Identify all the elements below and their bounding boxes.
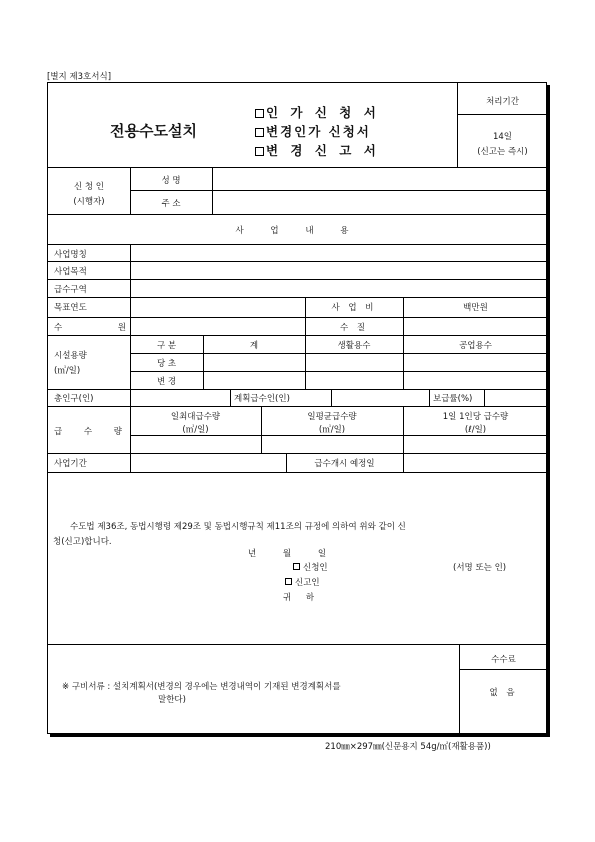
- paper-spec-footer: 210㎜×297㎜(신문용지 54g/㎡(재활용품)): [325, 742, 491, 752]
- daily-max-supply-unit: (㎥/일): [182, 425, 209, 435]
- total-label: 계: [249, 341, 259, 351]
- processing-days: 14일: [492, 132, 513, 142]
- name-label: 성 명: [161, 176, 181, 186]
- per-capita-supply-unit: (ℓ/일): [464, 425, 487, 435]
- required-documents-line2: 말한다): [158, 695, 186, 705]
- processing-period-label: 처리기간: [486, 97, 519, 107]
- initial-label: 당 초: [156, 359, 177, 369]
- recipient-label: 귀 하: [283, 593, 321, 603]
- supply-start-date-label: 급수개시 예정일: [314, 459, 375, 469]
- signature-note: (서명 또는 인): [453, 563, 507, 573]
- changed-label: 변 경: [156, 377, 177, 387]
- business-content-heading: 사 업 내 용: [235, 226, 361, 236]
- supply-area-label: 급수구역: [54, 285, 87, 295]
- address-label: 주 소: [161, 199, 181, 209]
- supply-amount-label: 급 수 량: [54, 427, 122, 437]
- daily-max-supply-label: 일최대급수량: [170, 412, 221, 422]
- kind-change-permit-application: 변경인가 신청서: [255, 122, 371, 140]
- declaration-text-line1: 수도법 제36조, 동법시행령 제29조 및 동법시행규칙 제11조의 규정에 의하여 위와 같이 신: [70, 522, 406, 532]
- fee-value: 없 음: [489, 688, 518, 698]
- business-period-label: 사업기간: [54, 459, 87, 469]
- fee-label: 수수료: [491, 655, 516, 665]
- division-label: 구 분: [156, 341, 177, 351]
- business-name-label: 사업명칭: [54, 250, 87, 260]
- applicant-sublabel: (시행자): [73, 197, 105, 207]
- declaration-text-line2: 청(신고)합니다.: [53, 537, 112, 547]
- business-purpose-label: 사업목적: [54, 267, 87, 277]
- checkbox-reporter[interactable]: [285, 578, 292, 585]
- total-population-label: 총인구(인): [54, 394, 94, 404]
- reporter-signature-line: 신고인: [285, 576, 320, 588]
- checkbox-change-permit-application[interactable]: [255, 128, 264, 137]
- industrial-water-label: 공업용수: [459, 341, 492, 351]
- applicant-signature-line: 신청인: [293, 561, 328, 573]
- checkbox-permit-application[interactable]: [255, 109, 264, 118]
- domestic-water-label: 생활용수: [337, 341, 371, 351]
- target-year-label: 목표연도: [54, 303, 87, 313]
- daily-avg-supply-unit: (㎥/일): [318, 425, 346, 435]
- kind-permit-application: 인 가 신 청 서: [255, 103, 380, 121]
- per-capita-supply-label: 1일 1인당 급수량: [442, 412, 509, 422]
- processing-note: (신고는 즉시): [477, 147, 528, 157]
- form-number-label: [별지 제3호서식]: [47, 72, 112, 82]
- application-form: [47, 82, 547, 734]
- kind-change-report: 변 경 신 고 서: [255, 141, 380, 159]
- water-source-label: 수 원: [54, 323, 126, 333]
- planned-supply-population-label: 계획급수인(인): [234, 394, 290, 404]
- checkbox-change-report[interactable]: [255, 147, 264, 156]
- business-cost-label: 사 업 비: [331, 303, 377, 313]
- required-documents-line1: ※ 구비서류 : 설치계획서(변경의 경우에는 변경내역이 기재된 변경계획서를: [62, 682, 341, 692]
- business-cost-unit: 백만원: [463, 303, 488, 313]
- daily-avg-supply-label: 일평균급수량: [307, 412, 357, 422]
- water-quality-label: 수 질: [339, 323, 369, 333]
- checkbox-applicant[interactable]: [293, 563, 300, 570]
- supply-rate-label: 보급률(%): [433, 394, 473, 404]
- applicant-label: 신 청 인: [73, 182, 105, 192]
- capacity-unit: (㎥/일): [54, 366, 81, 376]
- form-title: 전용수도설치: [110, 122, 197, 140]
- declaration-date: 년 월 일: [248, 549, 327, 559]
- capacity-label: 시설용량: [54, 351, 87, 361]
